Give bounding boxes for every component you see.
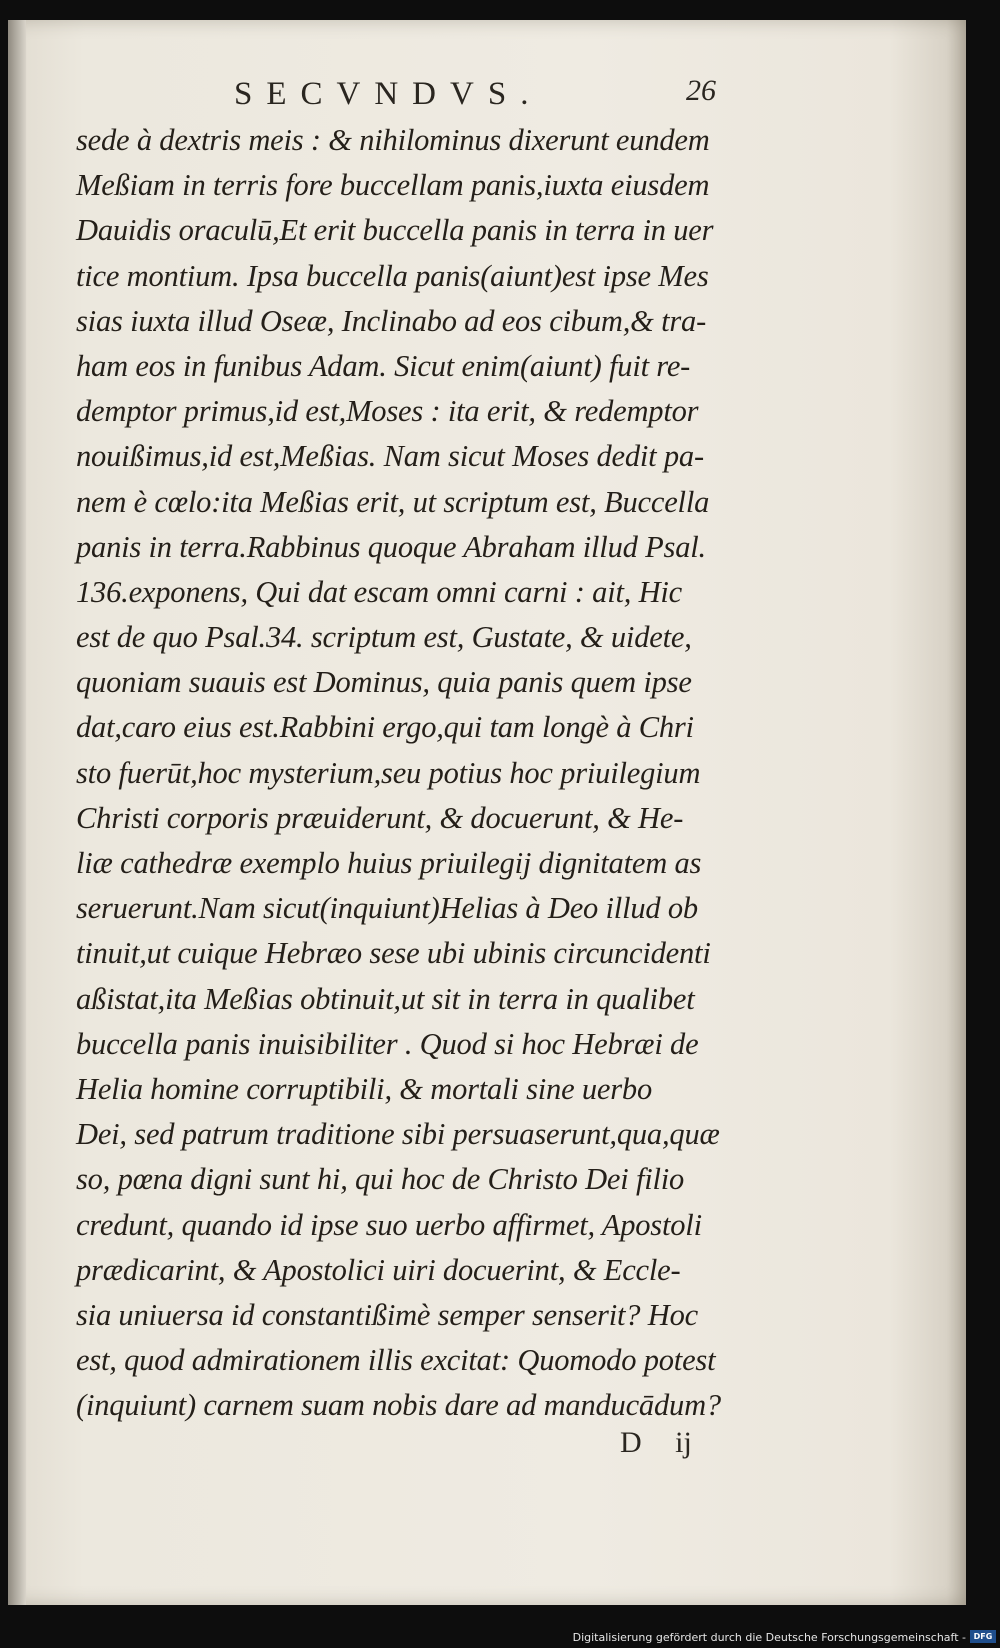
text-line: panis in terra.Rabbinus quoque Abraham illud Psal. [76, 529, 706, 564]
text-line: sede à dextris meis : & nihilominus dixerunt eundem [76, 123, 710, 157]
text-line: liæ cathedræ exemplo huius priuilegij dignitatem as [76, 846, 702, 880]
text-line: sto fuerūt,hoc mysterium,seu potius hoc priuilegium [76, 755, 701, 790]
text-line: Dei, sed patrum traditione sibi persuaserunt,qua,quæ [76, 1117, 720, 1152]
text-line: tice montium. Ipsa buccella panis(aiunt)est ipse Mes [76, 258, 709, 293]
text-line: Meßiam in terris fore buccellam panis,iuxta eiusdem [76, 168, 710, 203]
page-gutter-shadow [8, 20, 26, 1605]
text-line: est de quo Psal.34. scriptum est, Gustate, & uidete, [76, 620, 692, 655]
text-line: buccella panis inuisibiliter . Quod si hoc Hebræi de [76, 1026, 699, 1061]
text-line: 136.exponens, Qui dat escam omni carni : ait, Hic [76, 574, 683, 609]
text-line: aßistat,ita Meßias obtinuit,ut sit in terra in qualibet [76, 981, 695, 1016]
text-line: nouißimus,id est,Meßias. Nam sicut Moses dedit pa- [76, 439, 704, 474]
text-line: demptor primus,id est,Moses : ita erit, & redemptor [76, 394, 699, 429]
text-line: dat,caro eius est.Rabbini ergo,qui tam longè à Chri [76, 710, 694, 745]
text-line: est, quod admirationem illis excitat: Quomodo potest [76, 1343, 716, 1378]
dfg-logo: DFG [970, 1630, 996, 1643]
text-line: Christi corporis præuiderunt, & docuerunt, & He- [76, 800, 684, 835]
body-text [76, 118, 816, 1428]
text-line: nem è cœlo:ita Meßias erit, ut scriptum est, Buccella [76, 484, 710, 519]
text-line: credunt, quando id ipse suo uerbo affirmet, Apostoli [76, 1207, 702, 1242]
text-line: Dauidis oraculū,Et erit buccella panis in terra in uer [76, 213, 714, 248]
text-line: sia uniuersa id constantißimè semper senserit? Hoc [76, 1297, 698, 1332]
footer-credit: Digitalisierung gefördert durch die Deutsche Forschungsgemeinschaft - [572, 1631, 966, 1644]
text-line: ham eos in funibus Adam. Sicut enim(aiunt) fuit re- [76, 348, 691, 383]
signature-mark: D ij [620, 1426, 692, 1459]
text-line: sias iuxta illud Oseæ, Inclinabo ad eos cibum,& tra- [76, 303, 707, 338]
text-line: prædicarint, & Apostolici uiri docuerint, & Eccle- [76, 1252, 681, 1287]
text-line: seruerunt.Nam sicut(inquiunt)Helias à Deo illud ob [76, 891, 698, 926]
page-number: 26 [686, 74, 716, 107]
text-line: (inquiunt) carnem suam nobis dare ad manducādum? [76, 1388, 721, 1423]
text-line: so, pœna digni sunt hi, qui hoc de Christo Dei filio [76, 1162, 685, 1197]
text-line: tinuit,ut cuique Hebræo sese ubi ubinis circuncidenti [76, 936, 711, 971]
text-line: Helia homine corruptibili, & mortali sine uerbo [76, 1071, 652, 1106]
text-line: quoniam suauis est Dominus, quia panis quem ipse [76, 665, 692, 700]
running-head: SECVNDVS. [234, 76, 543, 112]
